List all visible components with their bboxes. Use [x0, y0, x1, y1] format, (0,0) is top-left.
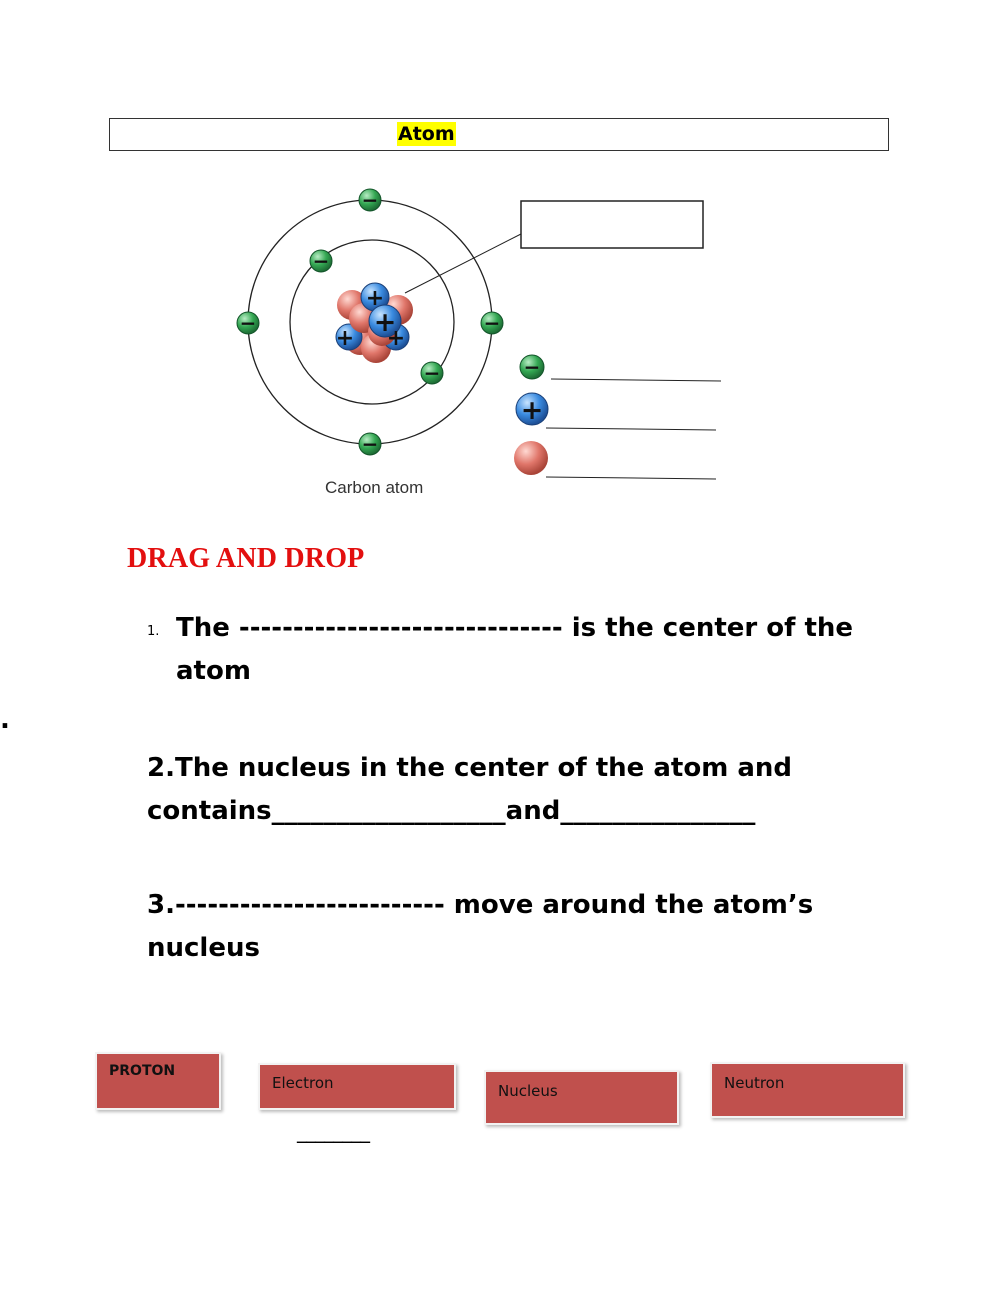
- svg-text:−: −: [423, 361, 441, 385]
- answer-chip-label: PROTON: [109, 1063, 176, 1079]
- answer-chip-neutron[interactable]: [710, 1062, 905, 1118]
- electron: [481, 311, 503, 335]
- nucleus-label-drop-box[interactable]: [521, 201, 703, 248]
- svg-text:−: −: [523, 355, 541, 379]
- answer-chip-label: Electron: [272, 1074, 334, 1092]
- answer-chip-proton[interactable]: [95, 1052, 221, 1110]
- carbon-atom-diagram: [0, 0, 1000, 520]
- legend-electron-blank[interactable]: [551, 379, 721, 381]
- proton-sign: +: [373, 307, 397, 338]
- svg-text:+: +: [520, 395, 544, 426]
- svg-text:−: −: [361, 188, 379, 212]
- diagram-caption: Carbon atom: [325, 478, 424, 497]
- legend-electron: [520, 355, 544, 379]
- legend-neutron: [514, 441, 548, 475]
- electron: [421, 361, 443, 385]
- svg-text:−: −: [312, 249, 330, 273]
- legend-proton: [516, 393, 548, 426]
- electron: [310, 249, 332, 273]
- stray-dot: .: [0, 705, 10, 735]
- nucleus: [336, 283, 413, 363]
- question-1-number: 1.: [147, 624, 160, 639]
- question-2: 2.The nucleus in the center of the atom and contains__________________and_______________: [147, 753, 792, 826]
- svg-text:−: −: [361, 432, 379, 456]
- page-title: Atom: [398, 123, 455, 145]
- electron: [359, 432, 381, 456]
- section-heading: DRAG AND DROP: [127, 543, 365, 574]
- question-1: The ------------------------------ is the center of the atom: [176, 613, 854, 686]
- answer-chip-nucleus[interactable]: [484, 1070, 679, 1125]
- answer-chip-label: Nucleus: [498, 1082, 558, 1100]
- electron: [359, 188, 381, 212]
- answer-chip-electron[interactable]: [258, 1063, 456, 1110]
- legend-proton-blank[interactable]: [546, 428, 716, 430]
- svg-text:−: −: [483, 311, 501, 335]
- svg-text:−: −: [239, 311, 257, 335]
- proton-sign: +: [386, 326, 406, 351]
- answer-chip-label: Neutron: [724, 1074, 785, 1092]
- bottom-blank-line: ________: [297, 1119, 369, 1143]
- proton-sign: +: [335, 326, 355, 351]
- electron: [237, 311, 259, 335]
- question-3: 3.------------------------- move around the atom’s nucleus: [147, 890, 814, 963]
- proton-sign: +: [365, 286, 385, 311]
- legend-neutron-blank[interactable]: [546, 477, 716, 479]
